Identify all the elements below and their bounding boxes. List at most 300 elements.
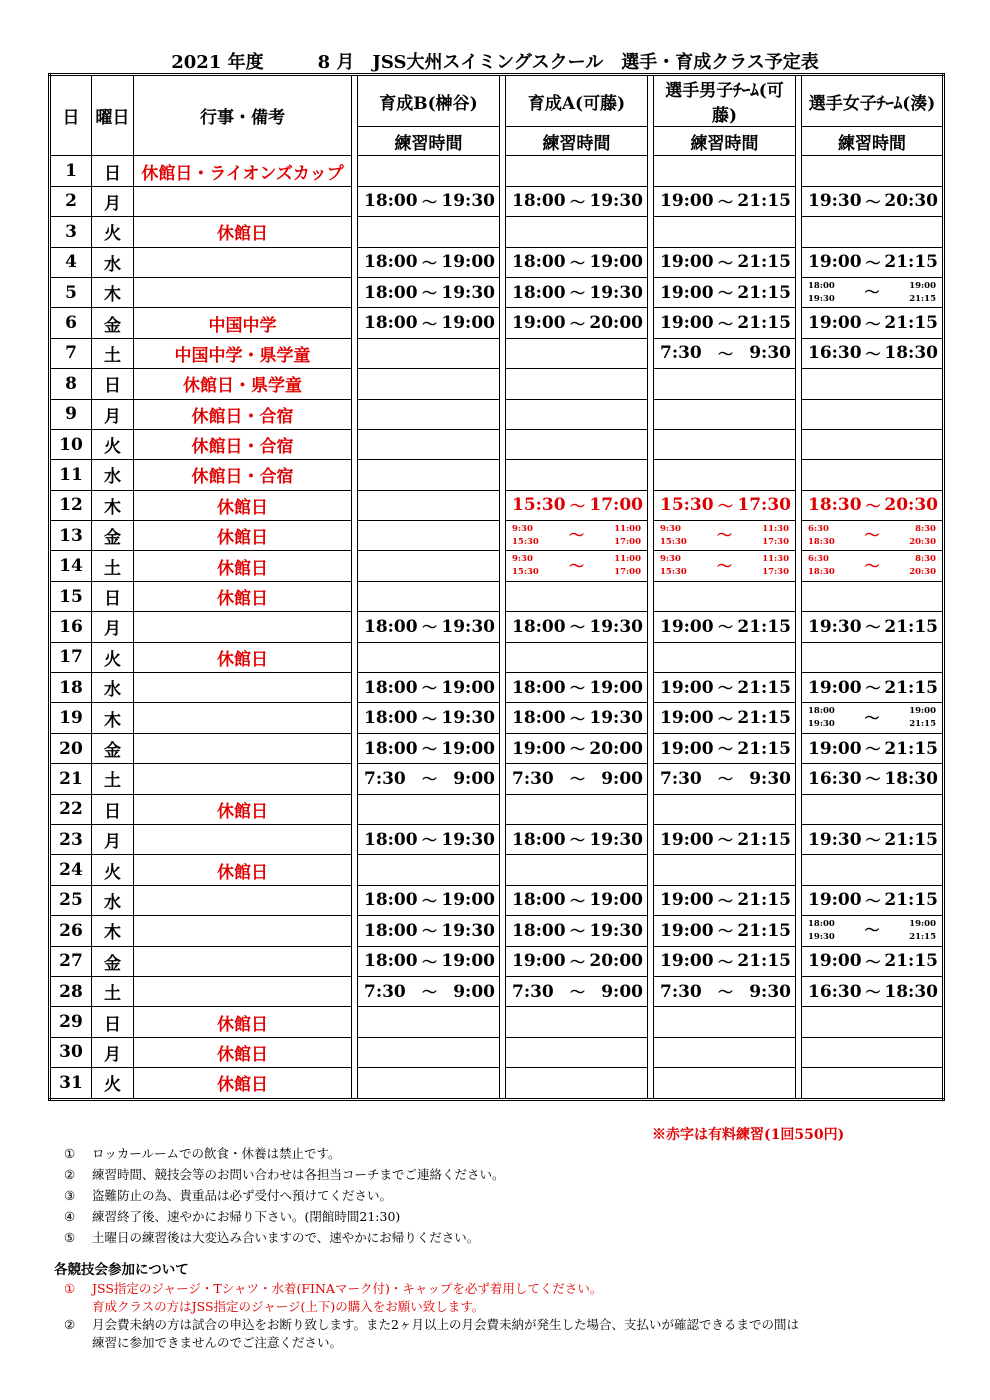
start-time: 19:00 xyxy=(808,677,862,698)
time-cell-boys-team xyxy=(654,156,796,186)
schedule-row xyxy=(50,976,944,1006)
tilde: ～ xyxy=(421,192,437,211)
time-cell-ikusei-a xyxy=(506,399,648,429)
time-cell-ikusei-a xyxy=(506,642,648,672)
event-cell xyxy=(134,885,352,915)
end-time: 21:15 xyxy=(737,616,791,637)
day-cell: 21 xyxy=(50,764,92,794)
end-time: 9:30 xyxy=(749,981,791,1002)
time-cell-ikusei-b xyxy=(358,1068,500,1099)
notes-list xyxy=(64,1143,505,1248)
day-cell: 16 xyxy=(50,612,92,642)
note-number: ③ xyxy=(64,1188,76,1203)
time-cell-boys-team xyxy=(654,916,796,946)
time-cell-ikusei-b xyxy=(358,733,500,763)
tilde: ～ xyxy=(421,618,437,637)
end-time: 11:30 xyxy=(762,554,789,565)
competition-number: ① xyxy=(64,1281,76,1296)
tilde: ～ xyxy=(717,192,733,211)
start-time: 19:00 xyxy=(660,677,714,698)
note-number: ⑤ xyxy=(64,1230,76,1245)
time-cell-ikusei-b xyxy=(358,673,500,703)
weekday-cell: 水 xyxy=(92,460,134,490)
time-cell-ikusei-b xyxy=(358,612,500,642)
weekday-cell: 金 xyxy=(92,521,134,551)
time-range xyxy=(802,677,942,698)
weekday-cell: 月 xyxy=(92,612,134,642)
day-cell: 3 xyxy=(50,217,92,247)
end-times xyxy=(614,523,641,549)
time-cell-girls-team xyxy=(802,186,944,216)
start-time: 7:30 xyxy=(512,768,554,789)
tilde: ～ xyxy=(569,740,585,758)
day-cell: 24 xyxy=(50,855,92,885)
time-range xyxy=(654,829,795,850)
tilde: ～ xyxy=(421,831,437,850)
end-time: 8:30 xyxy=(915,554,936,565)
start-time: 18:00 xyxy=(512,890,566,911)
start-time: 18:30 xyxy=(808,495,862,516)
time-cell-girls-team xyxy=(802,338,944,368)
day-cell: 11 xyxy=(50,460,92,490)
time-cell-ikusei-a xyxy=(506,247,648,277)
tilde: ～ xyxy=(717,284,733,303)
time-cell-girls-team xyxy=(802,946,944,976)
time-cell-ikusei-b xyxy=(358,551,500,581)
split-time-range xyxy=(802,918,942,944)
end-time: 19:00 xyxy=(441,313,495,334)
time-cell-girls-team xyxy=(802,703,944,733)
time-cell-boys-team xyxy=(654,794,796,824)
paid-time-range xyxy=(802,495,942,516)
event-cell xyxy=(134,247,352,277)
start-time: 18:00 xyxy=(512,191,566,212)
event-cell: 休館日 xyxy=(134,794,352,824)
time-cell-ikusei-a xyxy=(506,460,648,490)
weekday-cell: 月 xyxy=(92,1037,134,1067)
header-weekday: 曜日 xyxy=(92,75,134,156)
start-time: 15:30 xyxy=(660,567,687,578)
day-cell: 2 xyxy=(50,186,92,216)
end-time: 19:30 xyxy=(589,191,643,212)
end-time: 21:15 xyxy=(884,890,938,911)
time-cell-ikusei-a xyxy=(506,156,648,186)
split-time-range xyxy=(802,523,942,549)
time-cell-ikusei-a xyxy=(506,308,648,338)
time-cell-girls-team xyxy=(802,1037,944,1067)
start-time: 7:30 xyxy=(364,768,406,789)
end-time: 11:30 xyxy=(762,523,789,534)
end-time: 19:00 xyxy=(441,738,495,759)
time-cell-ikusei-a xyxy=(506,733,648,763)
time-cell-ikusei-a xyxy=(506,764,648,794)
time-range xyxy=(802,951,942,972)
tilde: ～ xyxy=(864,921,880,940)
schedule-row xyxy=(50,247,944,277)
tilde: ～ xyxy=(717,618,733,637)
start-time: 18:00 xyxy=(364,677,418,698)
time-cell-boys-team xyxy=(654,1007,796,1037)
start-time: 18:00 xyxy=(364,951,418,972)
end-time: 20:00 xyxy=(589,951,643,972)
time-cell-ikusei-a xyxy=(506,490,648,520)
end-time: 11:00 xyxy=(614,554,641,565)
tilde: ～ xyxy=(569,831,585,850)
tilde: ～ xyxy=(569,983,585,1002)
header-practice-time: 練習時間 xyxy=(654,127,796,156)
tilde: ～ xyxy=(864,283,880,302)
time-cell-boys-team xyxy=(654,824,796,854)
time-cell-boys-team xyxy=(654,703,796,733)
time-cell-girls-team xyxy=(802,399,944,429)
split-time-range xyxy=(802,705,942,731)
tilde: ～ xyxy=(569,284,585,303)
start-time: 19:00 xyxy=(808,738,862,759)
tilde: ～ xyxy=(865,983,881,1002)
time-range xyxy=(358,768,499,789)
start-time: 19:30 xyxy=(808,293,835,304)
start-time: 6:30 xyxy=(808,523,829,534)
weekday-cell: 土 xyxy=(92,551,134,581)
schedule-row xyxy=(50,581,944,611)
time-cell-ikusei-a xyxy=(506,916,648,946)
day-cell: 26 xyxy=(50,916,92,946)
day-cell: 31 xyxy=(50,1068,92,1099)
event-cell xyxy=(134,733,352,763)
header-practice-time: 練習時間 xyxy=(802,127,944,156)
tilde: ～ xyxy=(569,496,585,515)
note-text: ロッカールームでの飲食・休養は禁止です。 xyxy=(92,1146,341,1161)
event-cell xyxy=(134,277,352,307)
time-cell-boys-team xyxy=(654,521,796,551)
day-cell: 12 xyxy=(50,490,92,520)
day-cell: 4 xyxy=(50,247,92,277)
end-time: 19:00 xyxy=(909,706,936,717)
end-time: 20:30 xyxy=(884,495,938,516)
time-cell-boys-team xyxy=(654,885,796,915)
time-cell-girls-team xyxy=(802,156,944,186)
start-time: 7:30 xyxy=(660,981,702,1002)
time-cell-girls-team xyxy=(802,521,944,551)
start-time: 18:00 xyxy=(512,282,566,303)
end-time: 20:00 xyxy=(589,313,643,334)
weekday-cell: 水 xyxy=(92,885,134,915)
time-cell-boys-team xyxy=(654,217,796,247)
start-time: 19:00 xyxy=(660,191,714,212)
note-item xyxy=(64,1164,505,1185)
time-cell-ikusei-a xyxy=(506,673,648,703)
tilde: ～ xyxy=(717,952,733,971)
time-cell-ikusei-a xyxy=(506,1037,648,1067)
end-time: 19:30 xyxy=(441,829,495,850)
start-time: 18:00 xyxy=(364,313,418,334)
time-cell-ikusei-b xyxy=(358,156,500,186)
time-cell-boys-team xyxy=(654,946,796,976)
time-cell-ikusei-a xyxy=(506,521,648,551)
schedule-row xyxy=(50,703,944,733)
start-time: 19:00 xyxy=(660,738,714,759)
weekday-cell: 火 xyxy=(92,429,134,459)
time-range xyxy=(654,890,795,911)
end-time: 21:15 xyxy=(884,677,938,698)
time-cell-girls-team xyxy=(802,217,944,247)
split-time-range xyxy=(506,553,647,579)
time-range xyxy=(802,890,942,911)
end-times xyxy=(909,553,936,579)
end-time: 21:15 xyxy=(737,677,791,698)
end-times xyxy=(909,918,936,944)
time-range xyxy=(654,191,795,212)
tilde: ～ xyxy=(421,952,437,971)
tilde: ～ xyxy=(864,708,880,727)
tilde: ～ xyxy=(421,770,437,789)
note-number: ④ xyxy=(64,1209,76,1224)
event-cell: 休館日 xyxy=(134,217,352,247)
schedule-row xyxy=(50,429,944,459)
start-time: 9:30 xyxy=(512,554,533,565)
end-time: 19:30 xyxy=(441,920,495,941)
paid-time-range xyxy=(506,495,647,516)
time-range xyxy=(506,768,647,789)
weekday-cell: 月 xyxy=(92,399,134,429)
time-cell-ikusei-b xyxy=(358,338,500,368)
start-time: 19:00 xyxy=(808,890,862,911)
day-cell: 23 xyxy=(50,824,92,854)
time-range xyxy=(358,890,499,911)
time-cell-boys-team xyxy=(654,399,796,429)
end-time: 19:30 xyxy=(589,616,643,637)
end-times xyxy=(762,553,789,579)
time-range xyxy=(654,768,795,789)
tilde: ～ xyxy=(568,526,584,545)
end-time: 19:30 xyxy=(441,616,495,637)
time-range xyxy=(506,708,647,729)
note-item xyxy=(64,1227,505,1248)
header-class-ikusei-b: 育成B(榊谷) xyxy=(358,75,500,127)
time-range xyxy=(506,829,647,850)
time-cell-ikusei-b xyxy=(358,703,500,733)
time-range xyxy=(654,282,795,303)
start-time: 18:00 xyxy=(512,616,566,637)
header-practice-time: 練習時間 xyxy=(506,127,648,156)
time-cell-ikusei-a xyxy=(506,277,648,307)
end-time: 21:15 xyxy=(884,313,938,334)
start-time: 18:00 xyxy=(364,282,418,303)
time-range xyxy=(506,677,647,698)
time-cell-boys-team xyxy=(654,1068,796,1099)
tilde: ～ xyxy=(716,556,732,575)
tilde: ～ xyxy=(421,253,437,272)
weekday-cell: 日 xyxy=(92,1007,134,1037)
note-text: 練習時間、競技会等のお問い合わせは各担当コーチまでご連絡ください。 xyxy=(92,1167,505,1182)
tilde: ～ xyxy=(421,709,437,728)
start-time: 18:00 xyxy=(808,918,835,929)
time-cell-girls-team xyxy=(802,642,944,672)
day-cell: 17 xyxy=(50,642,92,672)
schedule-row xyxy=(50,521,944,551)
paid-practice-note: ※赤字は有料練習(1回550円) xyxy=(652,1127,845,1143)
end-time: 9:00 xyxy=(453,981,495,1002)
end-time: 20:30 xyxy=(884,191,938,212)
event-cell xyxy=(134,186,352,216)
start-time: 7:30 xyxy=(660,768,702,789)
tilde: ～ xyxy=(865,831,881,850)
end-time: 17:30 xyxy=(762,567,789,578)
header-practice-time: 練習時間 xyxy=(358,127,500,156)
tilde: ～ xyxy=(569,679,585,698)
end-time: 19:00 xyxy=(441,890,495,911)
time-cell-ikusei-b xyxy=(358,1037,500,1067)
time-cell-girls-team xyxy=(802,612,944,642)
end-time: 21:15 xyxy=(737,252,791,273)
weekday-cell: 水 xyxy=(92,247,134,277)
end-time: 21:15 xyxy=(737,829,791,850)
start-time: 7:30 xyxy=(512,981,554,1002)
event-cell: 休館日 xyxy=(134,490,352,520)
time-cell-girls-team xyxy=(802,824,944,854)
time-range xyxy=(358,981,499,1002)
time-cell-boys-team xyxy=(654,581,796,611)
start-time: 18:00 xyxy=(808,280,835,291)
start-times xyxy=(660,553,687,579)
start-time: 18:00 xyxy=(364,191,418,212)
time-range xyxy=(654,616,795,637)
weekday-cell: 火 xyxy=(92,217,134,247)
event-cell: 休館日 xyxy=(134,521,352,551)
time-range xyxy=(802,313,942,334)
note-item xyxy=(64,1143,505,1164)
day-cell: 6 xyxy=(50,308,92,338)
end-time: 21:15 xyxy=(737,738,791,759)
day-cell: 27 xyxy=(50,946,92,976)
header-day: 日 xyxy=(50,75,92,156)
time-range xyxy=(802,616,942,637)
time-range xyxy=(358,708,499,729)
weekday-cell: 日 xyxy=(92,581,134,611)
time-range xyxy=(358,252,499,273)
time-cell-girls-team xyxy=(802,551,944,581)
header-class-boys-team: 選手男子ﾁｰﾑ(可藤) xyxy=(654,75,796,127)
schedule-row xyxy=(50,612,944,642)
start-time: 18:30 xyxy=(808,567,835,578)
time-range xyxy=(802,981,942,1002)
schedule-table xyxy=(48,73,945,1101)
time-cell-girls-team xyxy=(802,369,944,399)
tilde: ～ xyxy=(865,314,881,333)
event-cell: 休館日・合宿 xyxy=(134,429,352,459)
split-time-range xyxy=(506,523,647,549)
time-cell-ikusei-a xyxy=(506,824,648,854)
time-cell-girls-team xyxy=(802,490,944,520)
time-cell-ikusei-b xyxy=(358,581,500,611)
end-time: 21:15 xyxy=(737,951,791,972)
tilde: ～ xyxy=(717,831,733,850)
end-time: 21:15 xyxy=(884,616,938,637)
tilde: ～ xyxy=(865,891,881,910)
event-cell: 中国中学 xyxy=(134,308,352,338)
time-cell-boys-team xyxy=(654,277,796,307)
time-range xyxy=(506,313,647,334)
weekday-cell: 木 xyxy=(92,916,134,946)
time-cell-ikusei-b xyxy=(358,429,500,459)
time-cell-ikusei-b xyxy=(358,855,500,885)
time-cell-ikusei-a xyxy=(506,217,648,247)
time-cell-ikusei-a xyxy=(506,946,648,976)
schedule-row xyxy=(50,490,944,520)
end-time: 9:30 xyxy=(749,343,791,364)
tilde: ～ xyxy=(865,192,881,211)
day-cell: 14 xyxy=(50,551,92,581)
start-time: 18:00 xyxy=(364,890,418,911)
time-range xyxy=(506,191,647,212)
schedule-row xyxy=(50,338,944,368)
time-cell-boys-team xyxy=(654,490,796,520)
schedule-row xyxy=(50,1007,944,1037)
header-class-ikusei-a: 育成A(可藤) xyxy=(506,75,648,127)
tilde: ～ xyxy=(717,314,733,333)
end-time: 19:00 xyxy=(909,918,936,929)
start-time: 18:00 xyxy=(512,829,566,850)
tilde: ～ xyxy=(569,314,585,333)
split-time-range xyxy=(802,280,942,306)
schedule-row xyxy=(50,551,944,581)
time-cell-ikusei-a xyxy=(506,551,648,581)
time-cell-ikusei-b xyxy=(358,369,500,399)
tilde: ～ xyxy=(864,556,880,575)
split-time-range xyxy=(654,553,795,579)
time-range xyxy=(802,343,942,364)
time-cell-ikusei-a xyxy=(506,976,648,1006)
end-time: 9:00 xyxy=(601,768,643,789)
weekday-cell: 火 xyxy=(92,855,134,885)
schedule-row xyxy=(50,855,944,885)
schedule-row xyxy=(50,460,944,490)
time-cell-girls-team xyxy=(802,277,944,307)
start-time: 18:30 xyxy=(808,536,835,547)
start-time: 18:00 xyxy=(512,920,566,941)
tilde: ～ xyxy=(865,770,881,789)
time-cell-ikusei-b xyxy=(358,308,500,338)
time-range xyxy=(506,252,647,273)
end-time: 21:15 xyxy=(884,951,938,972)
time-cell-ikusei-a xyxy=(506,1068,648,1099)
time-range xyxy=(802,738,942,759)
time-cell-ikusei-b xyxy=(358,521,500,551)
start-time: 19:00 xyxy=(808,951,862,972)
schedule-row xyxy=(50,1037,944,1067)
day-cell: 13 xyxy=(50,521,92,551)
time-cell-ikusei-b xyxy=(358,824,500,854)
time-range xyxy=(358,616,499,637)
time-cell-ikusei-b xyxy=(358,217,500,247)
start-times xyxy=(808,705,835,731)
page-title: 2021 年度 8 月 JSS大州スイミングスクール 選手・育成クラス予定表 xyxy=(171,52,819,73)
time-cell-girls-team xyxy=(802,976,944,1006)
event-cell xyxy=(134,824,352,854)
tilde: ～ xyxy=(569,770,585,789)
end-time: 9:30 xyxy=(749,768,791,789)
end-time: 21:15 xyxy=(737,890,791,911)
tilde: ～ xyxy=(717,770,733,789)
schedule-row xyxy=(50,186,944,216)
start-times xyxy=(808,523,835,549)
tilde: ～ xyxy=(717,679,733,698)
note-text: 土曜日の練習後は大変込み合いますので、速やかにお帰りください。 xyxy=(92,1230,480,1245)
time-range xyxy=(506,738,647,759)
day-cell: 22 xyxy=(50,794,92,824)
schedule-row xyxy=(50,399,944,429)
end-times xyxy=(762,523,789,549)
